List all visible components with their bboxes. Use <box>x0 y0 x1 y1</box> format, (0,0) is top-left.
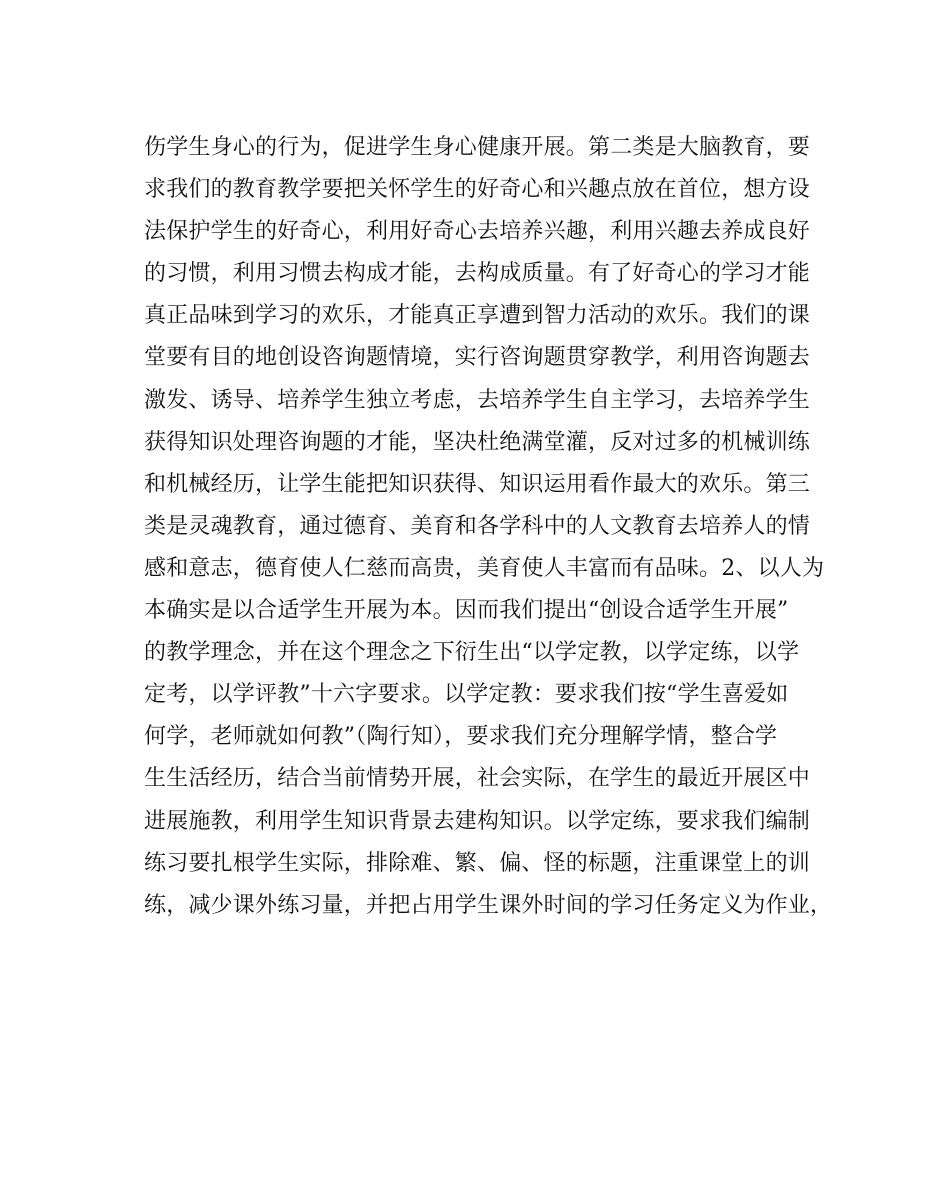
text-line-3: 法保护学生的好奇心，利用好奇心去培养兴趣，利用兴趣去养成良好 <box>144 219 811 245</box>
text-line-7: 激发、诱导、培养学生独立考虑，去培养学生自主学习，去培养学生 <box>144 387 811 413</box>
text-line-12: 本确实是以合适学生开展为本。因而我们提出“创设合适学生开展” <box>144 598 789 624</box>
text-line-6: 堂要有目的地创设咨询题情境，实行咨询题贯穿教学，利用咨询题去 <box>144 345 811 371</box>
text-line-11: 感和意志，德育使人仁慈而高贵，美育使人丰富而有品味。2、以人为 <box>144 555 825 581</box>
text-line-14: 定考，以学评教”十六字要求。以学定教：要求我们按“学生喜爱如 <box>144 682 789 708</box>
text-line-19: 练，减少课外练习量，并把占用学生课外时间的学习任务定义为作业， <box>144 892 833 918</box>
text-line-2: 求我们的教育教学要把关怀学生的好奇心和兴趣点放在首位，想方设 <box>144 177 811 203</box>
text-line-9: 和机械经历，让学生能把知识获得、知识运用看作最大的欢乐。第三 <box>144 471 811 497</box>
text-line-4: 的习惯，利用习惯去构成才能，去构成质量。有了好奇心的学习才能 <box>144 261 811 287</box>
text-line-1: 伤学生身心的行为，促进学生身心健康开展。第二类是大脑教育，要 <box>144 135 811 160</box>
body-text <box>144 127 833 927</box>
text-line-5: 真正品味到学习的欢乐，才能真正享遭到智力活动的欢乐。我们的课 <box>144 303 811 329</box>
text-line-16: 生生活经历，结合当前情势开展，社会实际，在学生的最近开展区中 <box>144 766 811 792</box>
text-line-15: 何学，老师就如何教”（陶行知），要求我们充分理解学情，整合学 <box>144 724 778 750</box>
text-line-17: 进展施教，利用学生知识背景去建构知识。以学定练，要求我们编制 <box>144 808 811 834</box>
text-line-13: 的教学理念，并在这个理念之下衍生出“以学定教，以学定练，以学 <box>144 640 800 666</box>
text-line-18: 练习要扎根学生实际，排除难、繁、偏、怪的标题，注重课堂上的训 <box>144 850 811 876</box>
text-line-10: 类是灵魂教育，通过德育、美育和各学科中的人文教育去培养人的情 <box>144 513 811 539</box>
text-line-8: 获得知识处理咨询题的才能，坚决杜绝满堂灌，反对过多的机械训练 <box>144 429 811 455</box>
